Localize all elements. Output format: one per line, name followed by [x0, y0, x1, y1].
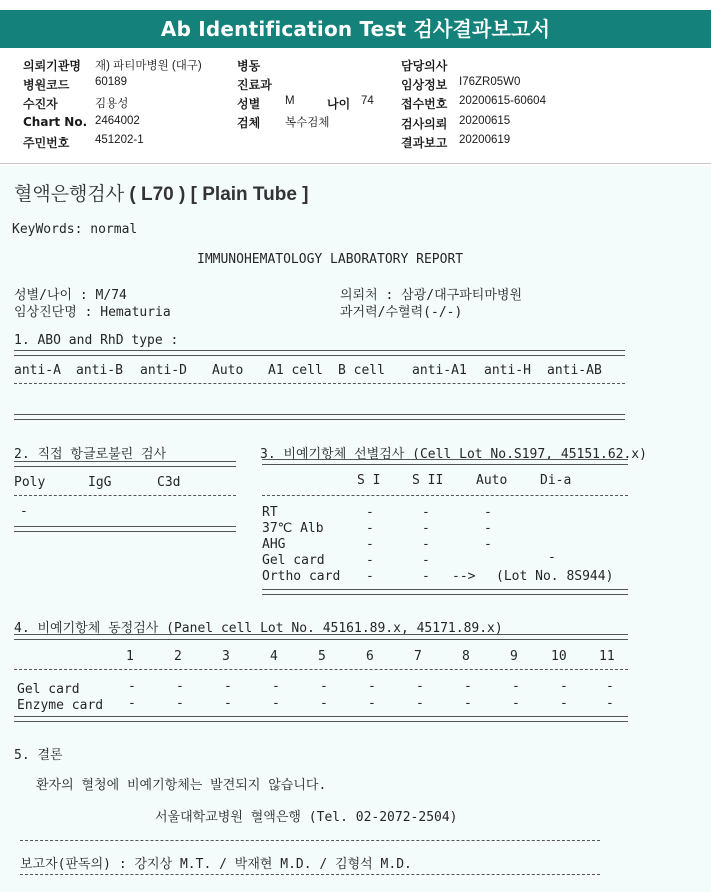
sec1-col-anti-h: anti-H	[484, 363, 531, 378]
sec4-title: 4. 비예기항체 동정검사 (Panel cell Lot No. 45161.89.x, 45171.89.x)	[14, 621, 503, 636]
patient-label: 수진자	[23, 97, 58, 111]
specimen-value: 복수검체	[285, 117, 330, 129]
reporter-rule-top	[20, 840, 600, 841]
resident-no-value: 451202-1	[95, 134, 144, 146]
sec4-col-2: 2	[174, 649, 182, 664]
sec3-row-gel-label: Gel card	[262, 553, 325, 568]
sec4-enz-4: -	[272, 696, 280, 711]
sec4-gel-2: -	[176, 679, 184, 694]
sec1-col-anti-a1: anti-A1	[412, 363, 467, 378]
sec4-gel-10: -	[560, 679, 568, 694]
doctor-label: 담당의사	[401, 59, 448, 73]
sec5-title: 5. 결론	[14, 748, 63, 763]
sec3-row-gel-s2: -	[422, 553, 430, 568]
reporter-line: 보고자(판독의) : 강지상 M.T. / 박재현 M.D. / 김형석 M.D.	[20, 857, 412, 872]
sec4-col-5: 5	[318, 649, 326, 664]
sec3-row-37c-label: 37℃ Alb	[262, 521, 324, 536]
clinical-info-label: 임상정보	[401, 78, 448, 92]
department-label: 진료과	[237, 78, 272, 92]
sec3-title: 3. 비예기항체 선별검사 (Cell Lot No.S197, 45151.62.x)	[260, 447, 647, 462]
sec3-col-s1: S I	[357, 473, 381, 488]
request-date-value: 20200615	[459, 115, 511, 127]
lab-report-title: IMMUNOHEMATOLOGY LABORATORY REPORT	[197, 252, 464, 267]
sec3-rule-top	[262, 459, 628, 465]
sec4-row-gel-label: Gel card	[17, 682, 80, 697]
sec3-col-s2: S II	[412, 473, 444, 488]
sec3-row-rt-auto: -	[484, 505, 492, 520]
sec4-gel-9: -	[512, 679, 520, 694]
sec4-gel-4: -	[272, 679, 280, 694]
sec4-col-1: 1	[126, 649, 134, 664]
sec4-col-9: 9	[510, 649, 518, 664]
sec1-col-anti-a: anti-A	[14, 363, 61, 378]
sec4-gel-3: -	[224, 679, 232, 694]
sec3-ortho-lot-note: (Lot No. 8S944)	[496, 569, 614, 584]
sec4-col-6: 6	[366, 649, 374, 664]
keywords: KeyWords: normal	[12, 222, 138, 237]
sec4-col-11: 11	[599, 649, 615, 664]
sec3-row-gel-di-a: -	[548, 550, 556, 565]
chart-no-value: 2464002	[95, 115, 140, 127]
patient-info-header	[0, 52, 711, 162]
reporter-rule-bottom	[20, 874, 600, 875]
sec3-row-37c-auto: -	[484, 521, 492, 536]
sec2-rule-mid	[14, 495, 236, 496]
sec4-enz-1: -	[128, 696, 136, 711]
receipt-no-label: 접수번호	[401, 97, 448, 111]
sec1-rule-top	[14, 350, 625, 356]
sec3-row-rt-s1: -	[366, 505, 374, 520]
sec4-gel-11: -	[606, 679, 614, 694]
sec2-rule-top	[14, 461, 236, 467]
sec4-enz-7: -	[416, 696, 424, 711]
sec3-col-di-a: Di-a	[540, 473, 572, 488]
sec2-col-c3d: C3d	[157, 475, 181, 490]
sex-label: 성별	[237, 97, 261, 111]
sec4-gel-5: -	[320, 679, 328, 694]
sec1-col-anti-ab: anti-AB	[547, 363, 602, 378]
sec3-row-37c-s2: -	[422, 521, 430, 536]
sec3-row-37c-s1: -	[366, 521, 374, 536]
ward-label: 병동	[237, 59, 261, 73]
sec3-row-rt-label: RT	[262, 505, 278, 520]
sec2-result-value: -	[20, 504, 28, 519]
sec4-gel-1: -	[128, 679, 136, 694]
sec3-row-rt-s2: -	[422, 505, 430, 520]
patient-value: 김용성	[95, 98, 129, 110]
sec4-col-8: 8	[462, 649, 470, 664]
sec3-row-ortho-arrow: -->	[452, 569, 476, 584]
chart-no-label: Chart No.	[23, 115, 88, 129]
report-body	[0, 166, 711, 892]
header-divider	[0, 163, 711, 164]
report-date-value: 20200619	[459, 134, 511, 146]
sec2-col-poly: Poly	[14, 475, 46, 490]
transfusion-history: 과거력/수혈력(-/-)	[340, 305, 463, 320]
sec3-col-auto: Auto	[476, 473, 508, 488]
report-title-en: ( L70 ) [ Plain Tube ]	[124, 184, 309, 205]
report-date-label: 결과보고	[401, 136, 448, 150]
sec1-col-a1-cell: A1 cell	[268, 363, 323, 378]
hospital-code-label: 병원코드	[23, 78, 70, 92]
sec4-enz-3: -	[224, 696, 232, 711]
sec3-row-ahg-auto: -	[484, 537, 492, 552]
sec3-rule-mid	[262, 495, 628, 496]
sec3-row-ortho-label: Ortho card	[262, 569, 341, 584]
sec4-enz-2: -	[176, 696, 184, 711]
report-banner-title: Ab Identification Test 검사결과보고서	[0, 10, 711, 48]
sec4-rule-mid	[14, 669, 628, 670]
age-label: 나이	[327, 97, 351, 111]
resident-no-label: 주민번호	[23, 136, 70, 150]
sec1-title: 1. ABO and RhD type :	[14, 333, 179, 348]
sec4-gel-8: -	[464, 679, 472, 694]
sec2-col-igg: IgG	[88, 475, 112, 490]
sec4-enz-8: -	[464, 696, 472, 711]
conclusion-text: 환자의 혈청에 비예기항체는 발견되지 않습니다.	[36, 778, 327, 793]
sec4-col-10: 10	[551, 649, 567, 664]
request-date-label: 검사의뢰	[401, 117, 448, 131]
clinical-info-value: I76ZR05W0	[459, 76, 521, 88]
sec2-rule-bottom	[14, 526, 236, 532]
sec1-rule-mid	[14, 383, 625, 384]
sec1-col-anti-d: anti-D	[140, 363, 187, 378]
sec4-row-enzyme-label: Enzyme card	[17, 698, 104, 713]
requester: 의뢰처 : 삼광/대구파티마병원	[340, 288, 523, 303]
sec4-enz-6: -	[368, 696, 376, 711]
sec2-title: 2. 직접 항글로불린 검사	[14, 447, 167, 462]
sec3-row-ahg-s1: -	[366, 537, 374, 552]
sec3-row-ortho-s1: -	[366, 569, 374, 584]
sec4-enz-9: -	[512, 696, 520, 711]
sec1-rule-bottom	[14, 414, 625, 420]
institution-value: 재) 파티마병원 (대구)	[95, 60, 202, 72]
sec4-enz-5: -	[320, 696, 328, 711]
sec4-gel-7: -	[416, 679, 424, 694]
sec1-col-auto: Auto	[212, 363, 244, 378]
sec4-col-3: 3	[222, 649, 230, 664]
sec3-rule-bottom	[262, 589, 628, 595]
report-title-ko: 혈액은행검사	[14, 183, 125, 205]
age-value: 74	[361, 95, 374, 107]
sec4-gel-6: -	[368, 679, 376, 694]
sec1-col-anti-b: anti-B	[76, 363, 123, 378]
sec4-enz-11: -	[606, 696, 614, 711]
sec3-row-ahg-label: AHG	[262, 537, 286, 552]
report-title	[14, 179, 309, 206]
hospital-contact: 서울대학교병원 혈액은행 (Tel. 02-2072-2504)	[155, 810, 458, 825]
receipt-no-value: 20200615-60604	[459, 95, 546, 107]
sec3-row-ortho-s2: -	[422, 569, 430, 584]
sec3-row-ahg-s2: -	[422, 537, 430, 552]
sex-age: 성별/나이 : M/74	[14, 288, 127, 303]
specimen-label: 검체	[237, 116, 261, 130]
sec4-enz-10: -	[560, 696, 568, 711]
sec4-rule-top	[14, 634, 628, 640]
sex-value: M	[285, 95, 295, 107]
sec1-col-b-cell: B cell	[338, 363, 385, 378]
sec4-col-4: 4	[270, 649, 278, 664]
hospital-code-value: 60189	[95, 76, 127, 88]
clinical-diagnosis: 임상진단명 : Hematuria	[14, 305, 171, 320]
institution-label: 의뢰기관명	[23, 59, 81, 73]
sec4-rule-bottom	[14, 716, 628, 722]
sec3-row-gel-s1: -	[366, 553, 374, 568]
sec4-col-7: 7	[414, 649, 422, 664]
